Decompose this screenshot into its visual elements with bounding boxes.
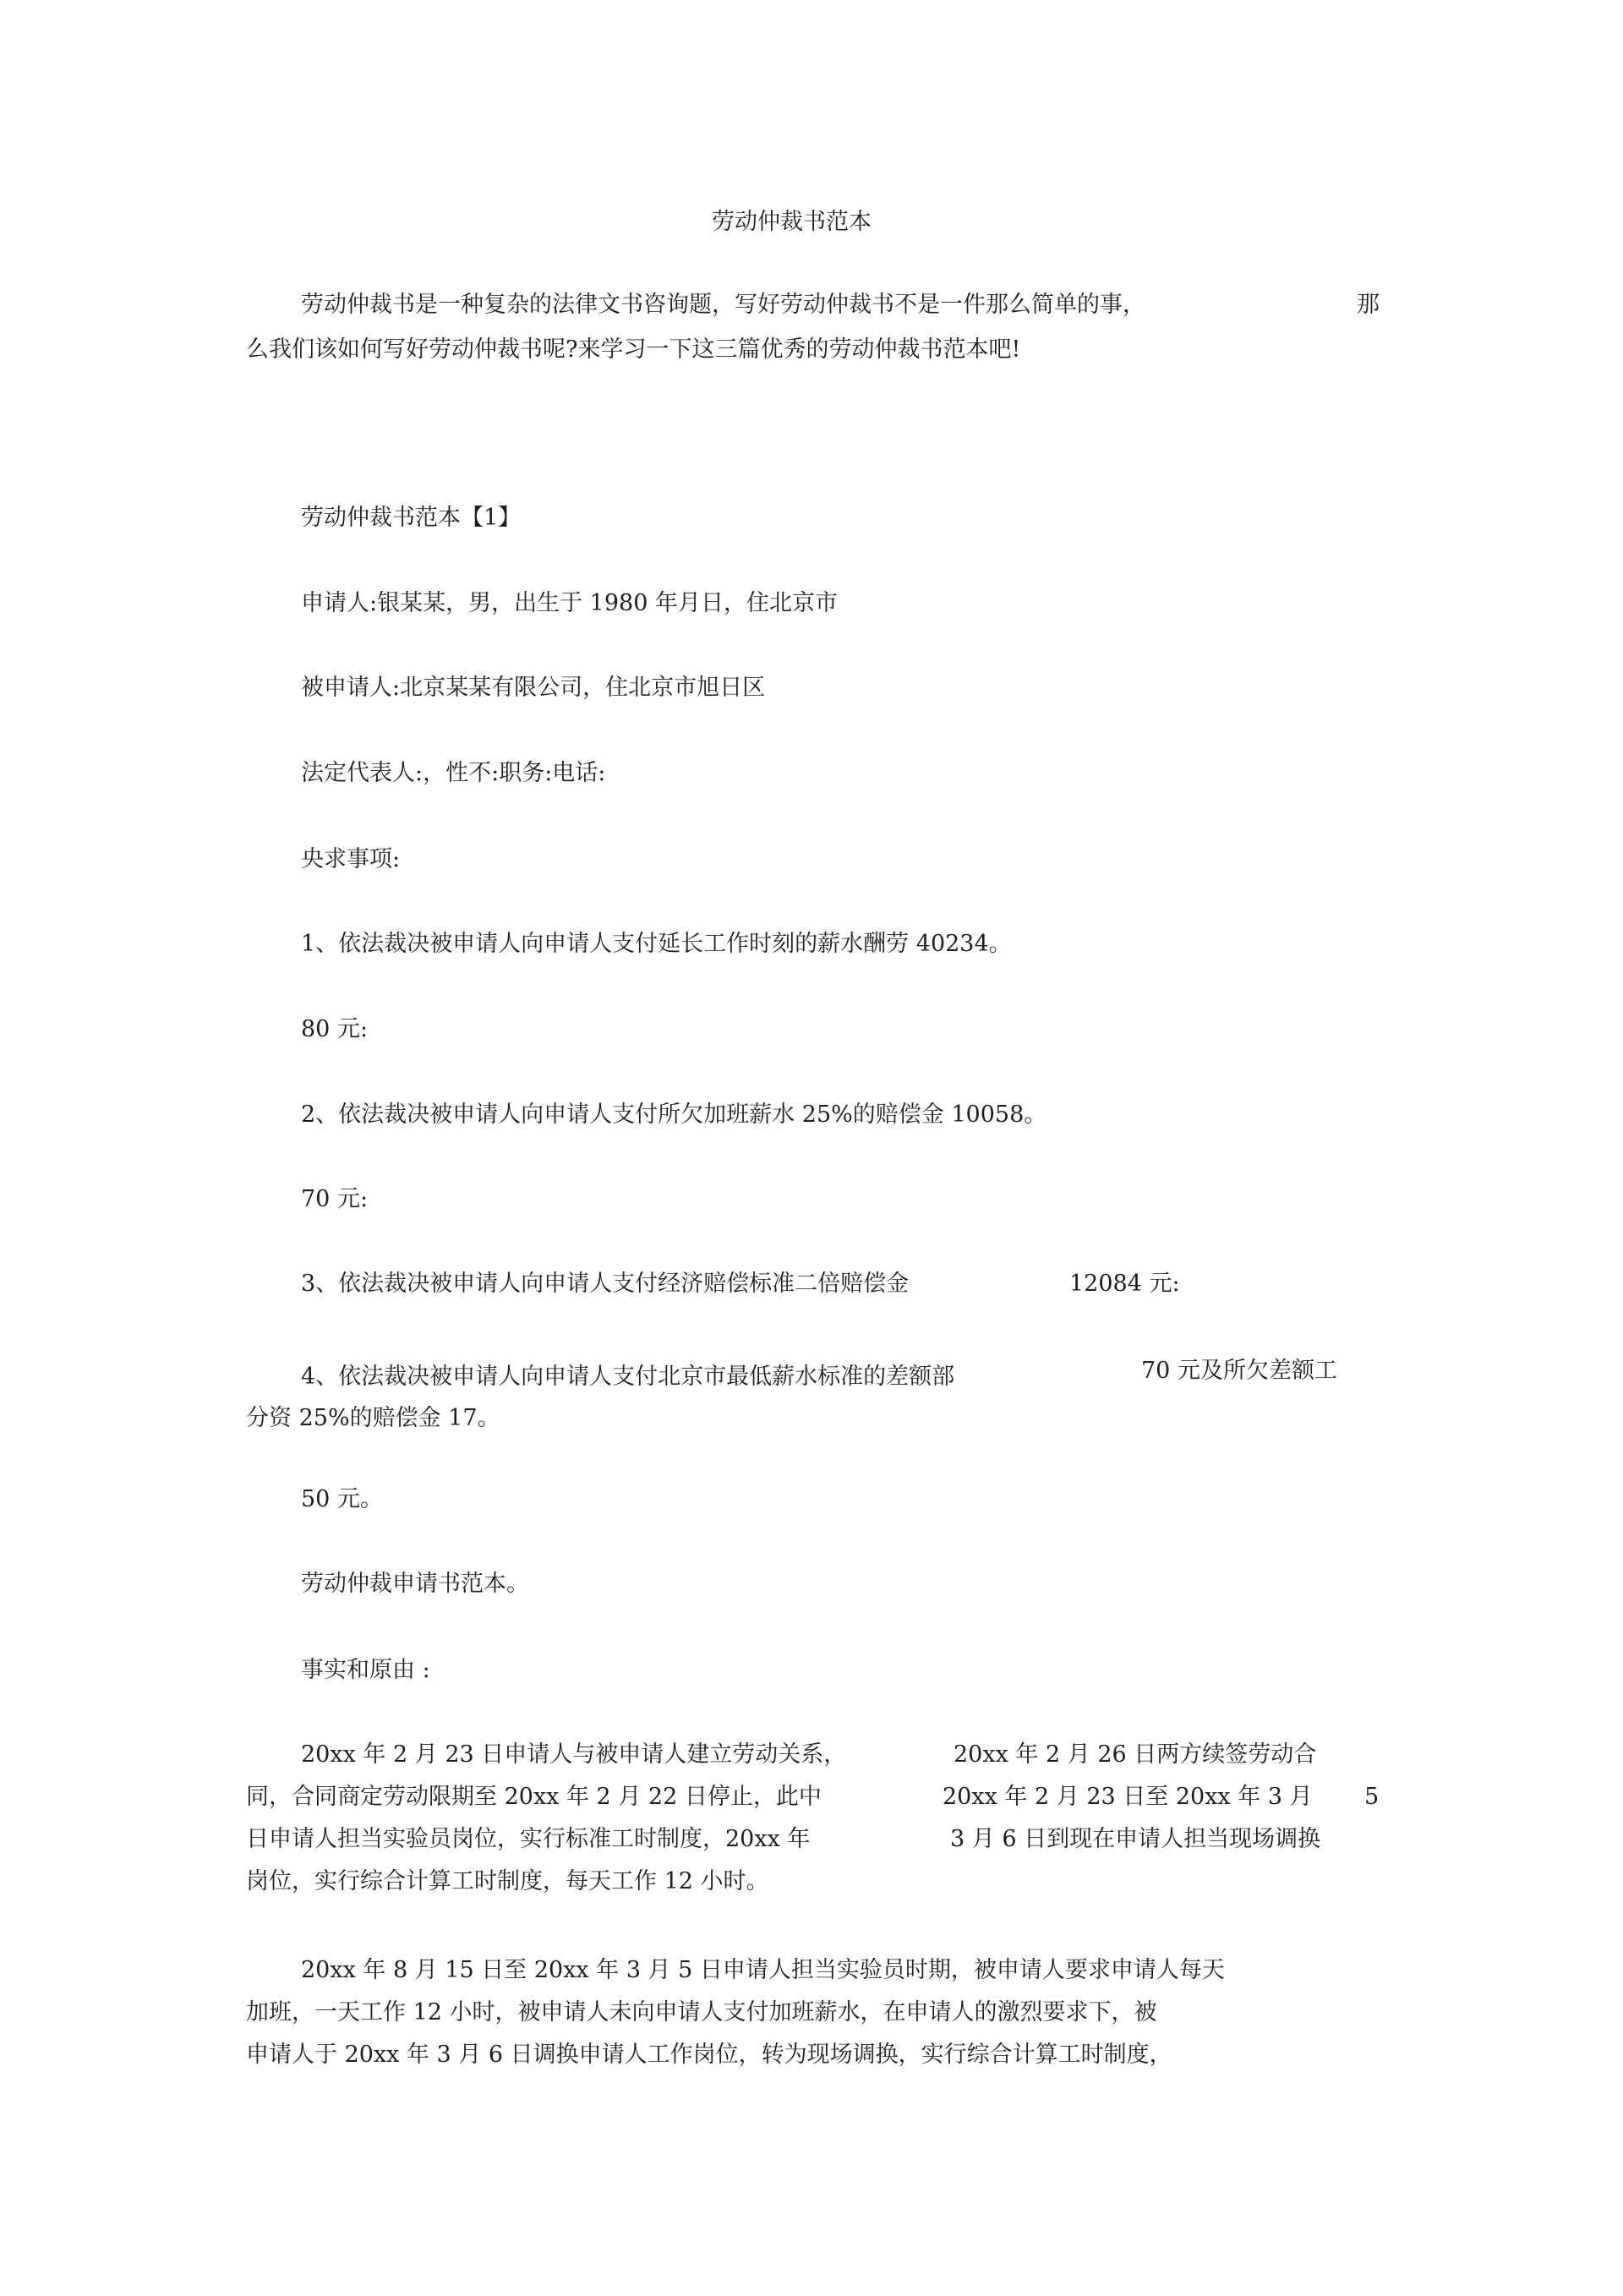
intro-line-1: 劳动仲裁书是一种复杂的法律文书咨询题，写好劳动仲裁书不是一件那么简单的事， — [301, 292, 1145, 318]
facts-p1-line-2-right: 20xx 年 2 月 23 日至 20xx 年 3 月 — [943, 1784, 1313, 1810]
claim-2-continuation: 70 元: — [301, 1186, 369, 1212]
claim-3-amount: 12084 元: — [1069, 1271, 1180, 1297]
applicant-line: 申请人:银某某，男，出生于 1980 年月日，住北京市 — [301, 590, 838, 616]
claim-4-right: 70 元及所欠差额工 — [1141, 1358, 1337, 1384]
legal-representative-line: 法定代表人:，性不:职务:电话: — [301, 760, 606, 786]
facts-p2-line-2: 加班，一天工作 12 小时，被申请人未向申请人支付加班薪水，在申请人的激烈要求下，被 — [246, 1999, 1157, 2025]
intro-line-2: 么我们该如何写好劳动仲裁书呢?来学习一下这三篇优秀的劳动仲裁书范本吧! — [246, 336, 1021, 363]
intro-line-1-end: 那 — [1357, 292, 1380, 318]
facts-p2-line-3: 申请人于 20xx 年 3 月 6 日调换申请人工作岗位，转为现场调换，实行综合计算工时制度， — [246, 2042, 1172, 2068]
facts-p1-line-1-right: 20xx 年 2 月 26 日两方续签劳动合 — [954, 1741, 1317, 1768]
note-line: 劳动仲裁申请书范本。 — [301, 1571, 529, 1597]
facts-p1-line-3-left: 日申请人担当实验员岗位，实行标准工时制度，20xx 年 — [246, 1826, 811, 1852]
claims-heading: 央求事项: — [301, 846, 401, 872]
claim-4: 4、依法裁决被申请人向申请人支付北京市最低薪水标准的差额部 — [301, 1364, 955, 1390]
claim-4-line-2: 分资 25%的赔偿金 17。 — [246, 1405, 500, 1431]
facts-p1-line-1-left: 20xx 年 2 月 23 日申请人与被申请人建立劳动关系， — [301, 1741, 847, 1768]
respondent-line: 被申请人:北京某某有限公司，住北京市旭日区 — [301, 675, 766, 701]
claim-1: 1、依法裁决被申请人向申请人支付延长工作时刻的薪水酬劳 40234。 — [301, 931, 1012, 957]
facts-p1-line-2-end: 5 — [1364, 1784, 1380, 1810]
facts-p1-line-3-right: 3 月 6 日到现在申请人担当现场调换 — [950, 1826, 1321, 1852]
claim-2: 2、依法裁决被申请人向申请人支付所欠加班薪水 25%的赔偿金 10058。 — [301, 1102, 1047, 1128]
facts-heading: 事实和原由 : — [301, 1657, 430, 1683]
document-title: 劳动仲裁书范本 — [712, 209, 872, 235]
facts-p1-line-2-left: 同，合同商定劳动限期至 20xx 年 2 月 22 日停止，此中 — [246, 1784, 822, 1810]
claim-4-continuation: 50 元。 — [301, 1486, 383, 1512]
claim-1-continuation: 80 元: — [301, 1016, 369, 1042]
section-heading: 劳动仲裁书范本【1】 — [301, 505, 522, 531]
facts-p1-line-4: 岗位，实行综合计算工时制度，每天工作 12 小时。 — [246, 1868, 769, 1894]
facts-p2-line-1: 20xx 年 8 月 15 日至 20xx 年 3 月 5 日申请人担当实验员时期，被申请人要求申请人每天 — [301, 1957, 1225, 1983]
claim-3: 3、依法裁决被申请人向申请人支付经济赔偿标准二倍赔偿金 — [301, 1271, 910, 1297]
